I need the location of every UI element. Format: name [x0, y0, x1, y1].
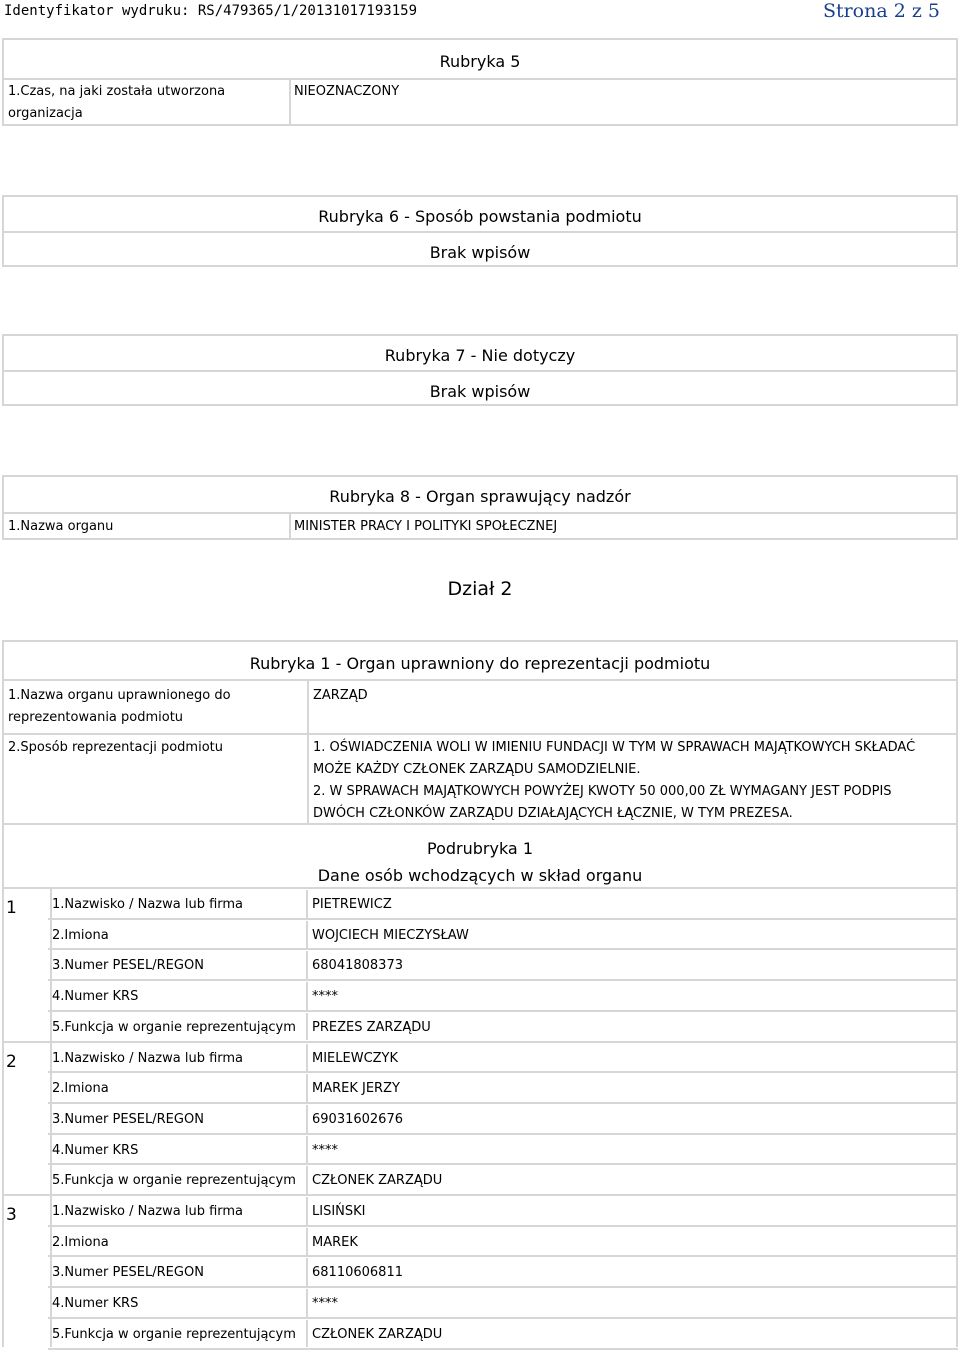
field-value-nazwisko: MIELEWCZYK: [312, 1050, 399, 1066]
field-row-divider: [48, 1286, 958, 1288]
field-column-divider: [306, 1044, 308, 1072]
field-column-divider: [306, 890, 308, 918]
field-column-divider: [306, 1289, 308, 1317]
field-label-imiona: 2.Imiona: [52, 927, 109, 943]
rubryka5-label-line2: organizacja: [8, 106, 83, 121]
rubryka7-section: [2, 334, 958, 406]
print-identifier: Identyfikator wydruku: RS/479365/1/20131017193159: [4, 3, 418, 19]
field-label-pesel: 3.Numer PESEL/REGON: [52, 958, 204, 974]
field-label-pesel: 3.Numer PESEL/REGON: [52, 1111, 204, 1127]
organ-label-line2: reprezentowania podmiotu: [8, 710, 184, 725]
field-column-divider: [306, 1258, 308, 1286]
person-separator: [2, 1041, 958, 1043]
dzial2-rubryka1-section: [2, 640, 958, 825]
field-column-divider: [306, 951, 308, 979]
field-label-funkcja: 5.Funkcja w organie reprezentującym: [52, 1173, 296, 1189]
field-value-krs: ****: [312, 989, 338, 1005]
rubryka8-section: [2, 475, 958, 540]
field-row-divider: [48, 1317, 958, 1319]
field-value-funkcja: CZŁONEK ZARZĄDU: [312, 1326, 443, 1342]
representation-label: 2.Sposób reprezentacji podmiotu: [8, 740, 223, 755]
field-value-imiona: MAREK JERZY: [312, 1081, 400, 1097]
field-column-divider: [306, 921, 308, 949]
field-row-divider: [48, 948, 958, 950]
field-value-pesel: 68110606811: [312, 1265, 403, 1281]
organ-value: ZARZĄD: [313, 688, 368, 703]
field-value-imiona: WOJCIECH MIECZYSŁAW: [312, 927, 469, 943]
field-row-divider: [48, 1255, 958, 1257]
rubryka6-title: Rubryka 6 - Sposób powstania podmiotu: [318, 207, 642, 226]
field-value-imiona: MAREK: [312, 1234, 358, 1250]
field-value-nazwisko: PIETREWICZ: [312, 897, 392, 912]
representation-line-4: DWÓCH CZŁONKÓW ZARZĄDU DZIAŁAJĄCYCH ŁĄCZNIE, W TYM PREZESA.: [313, 806, 793, 821]
field-label-imiona: 2.Imiona: [52, 1081, 109, 1097]
field-row-divider: [48, 918, 958, 920]
field-column-divider: [306, 1166, 308, 1194]
field-column-divider: [306, 1197, 308, 1225]
field-row-divider: [48, 1133, 958, 1135]
field-label-funkcja: 5.Funkcja w organie reprezentującym: [52, 1326, 296, 1342]
field-label-nazwisko: 1.Nazwisko / Nazwa lub firma: [52, 1204, 244, 1219]
field-column-divider: [306, 1013, 308, 1041]
field-row-divider: [48, 1225, 958, 1227]
rubryka6-section: [2, 195, 958, 267]
field-label-nazwisko: 1.Nazwisko / Nazwa lub firma: [52, 897, 244, 912]
field-label-krs: 4.Numer KRS: [52, 1296, 139, 1312]
field-column-divider: [306, 1105, 308, 1133]
page-number: Strona 2 z 5: [822, 0, 940, 22]
rubryka7-title: Rubryka 7 - Nie dotyczy: [384, 346, 576, 365]
field-value-pesel: 69031602676: [312, 1111, 403, 1127]
rubryka5-title: Rubryka 5: [439, 52, 521, 71]
field-value-krs: ****: [312, 1142, 338, 1158]
dzial2-rubryka1-title: Rubryka 1 - Organ uprawniony do reprezentacji podmiotu: [249, 654, 711, 673]
rubryka6-empty: Brak wpisów: [429, 243, 531, 262]
dzial2-title: Dział 2: [447, 578, 513, 600]
field-value-funkcja: PREZES ZARZĄDU: [312, 1019, 431, 1035]
field-label-krs: 4.Numer KRS: [52, 1142, 139, 1158]
representation-line-2: MOŻE KAŻDY CZŁONEK ZARZĄDU SAMODZIELNIE.: [313, 762, 641, 777]
person-separator: [2, 1194, 958, 1196]
field-column-divider: [306, 1320, 308, 1348]
field-value-krs: ****: [312, 1296, 338, 1312]
field-label-krs: 4.Numer KRS: [52, 989, 139, 1005]
field-row-divider: [48, 1163, 958, 1165]
person-number: 3: [6, 1205, 17, 1225]
field-column-divider: [306, 982, 308, 1010]
rubryka5-section: [2, 38, 958, 126]
representation-line-3: 2. W SPRAWACH MAJĄTKOWYCH POWYŻEJ KWOTY 50 000,00 ZŁ WYMAGANY JEST PODPIS: [313, 784, 892, 799]
field-row-divider: [48, 1010, 958, 1012]
field-label-funkcja: 5.Funkcja w organie reprezentującym: [52, 1019, 296, 1035]
rubryka5-label-line1: 1.Czas, na jaki została utworzona: [8, 84, 226, 99]
rubryka8-label: 1.Nazwa organu: [8, 519, 114, 534]
person-number: 1: [6, 898, 17, 918]
rubryka5-value: NIEOZNACZONY: [294, 84, 400, 99]
podrubryka1-subtitle: Dane osób wchodzących w skład organu: [317, 866, 643, 885]
person-number: 2: [6, 1051, 17, 1072]
field-row-divider: [48, 979, 958, 981]
field-row-divider: [48, 1348, 958, 1350]
field-label-nazwisko: 1.Nazwisko / Nazwa lub firma: [52, 1050, 244, 1066]
field-column-divider: [306, 1228, 308, 1256]
table-right-border: [956, 888, 958, 1347]
rubryka8-value: MINISTER PRACY I POLITYKI SPOŁECZNEJ: [294, 519, 558, 534]
representation-line-1: 1. OŚWIADCZENIA WOLI W IMIENIU FUNDACJI W TYM W SPRAWACH MAJĄTKOWYCH SKŁADAĆ: [313, 740, 916, 755]
field-label-imiona: 2.Imiona: [52, 1234, 109, 1250]
field-row-divider: [48, 1102, 958, 1104]
field-value-funkcja: CZŁONEK ZARZĄDU: [312, 1173, 443, 1189]
organ-label-line1: 1.Nazwa organu uprawnionego do: [8, 688, 231, 703]
field-row-divider: [48, 1071, 958, 1073]
podrubryka1-title: Podrubryka 1: [427, 839, 533, 858]
field-value-nazwisko: LISIŃSKI: [312, 1204, 366, 1219]
rubryka8-title: Rubryka 8 - Organ sprawujący nadzór: [329, 487, 631, 506]
field-label-pesel: 3.Numer PESEL/REGON: [52, 1265, 204, 1281]
field-value-pesel: 68041808373: [312, 958, 403, 974]
field-column-divider: [306, 1074, 308, 1102]
field-column-divider: [306, 1136, 308, 1164]
rubryka7-empty: Brak wpisów: [429, 382, 531, 401]
